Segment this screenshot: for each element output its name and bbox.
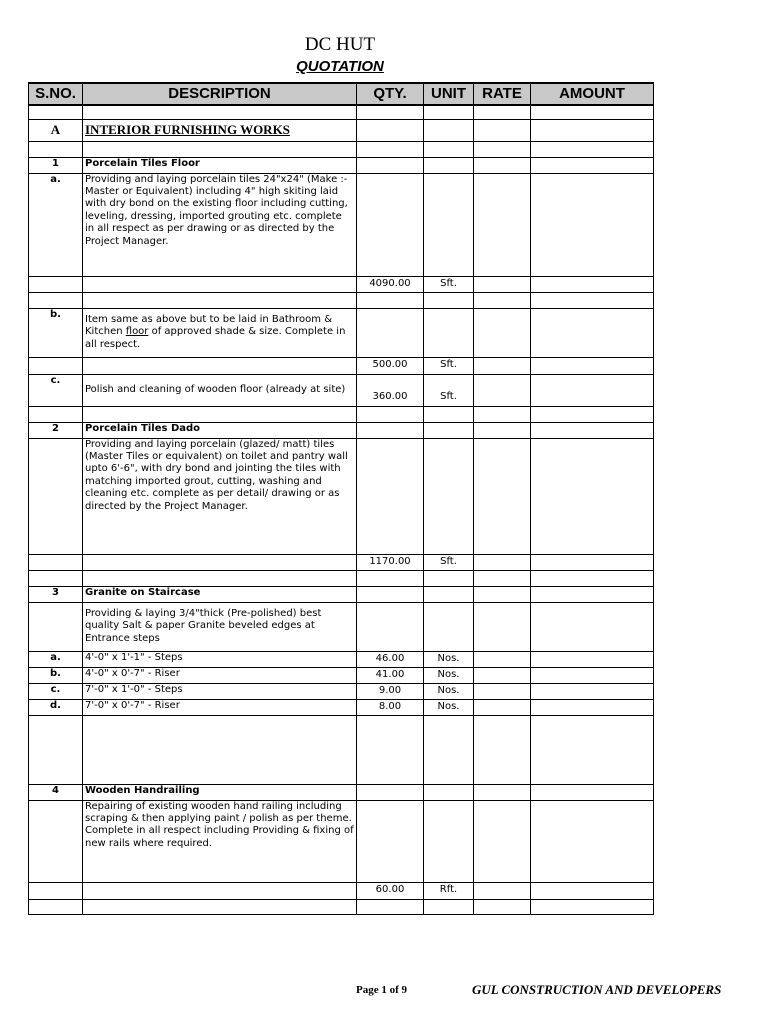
cell-amount [531,173,654,276]
cell-amount [531,422,654,438]
cell-sno: b. [29,308,83,357]
cell-sno [29,899,83,914]
cell-qty [357,715,424,784]
cell-sno: c. [29,683,83,699]
cell-sno: 1 [29,157,83,173]
cell-description: 4'-0" x 1'-1" - Steps [83,651,357,667]
cell-amount [531,899,654,914]
table-row [29,667,654,683]
cell-amount [531,882,654,899]
cell-sno: c. [29,374,83,406]
cell-unit [424,157,474,173]
cell-sno [29,554,83,570]
cell-sno: 3 [29,586,83,602]
cell-amount [531,699,654,715]
cell-qty [357,899,424,914]
cell-sno [29,438,83,554]
cell-unit [424,406,474,422]
table-row [29,586,654,602]
cell-rate [474,715,531,784]
table-row [29,882,654,899]
cell-unit: Sft. [424,374,474,406]
col-header-unit: UNIT [424,83,474,105]
col-header-sno: S.NO. [29,83,83,105]
cell-description: Providing and laying porcelain (glazed/ matt) tiles (Master Tiles or equivalent) on toilet and pantry wall upto 6'-6", with dry bond and jointing the tiles with matching imported grout, cutting, washing and cleaning etc. complete as per detail/ drawing or as directed by the Project Manager. [83,438,357,554]
cell-amount [531,276,654,292]
cell-description [83,715,357,784]
cell-unit: Nos. [424,683,474,699]
cell-unit [424,899,474,914]
cell-rate [474,882,531,899]
cell-rate [474,357,531,374]
table-row [29,276,654,292]
cell-sno: 2 [29,422,83,438]
table-row [29,105,654,119]
cell-unit [424,602,474,651]
cell-sno [29,406,83,422]
cell-description: Porcelain Tiles Floor [83,157,357,173]
table-row [29,699,654,715]
cell-qty: 60.00 [357,882,424,899]
cell-rate [474,105,531,119]
cell-qty: 41.00 [357,667,424,683]
desc-text: Item same as above but to be laid in Bathroom & Kitchen [85,313,332,338]
cell-amount [531,438,654,554]
cell-description [83,308,357,357]
cell-unit [424,586,474,602]
cell-sno [29,570,83,586]
cell-unit: Sft. [424,357,474,374]
cell-unit [424,570,474,586]
cell-amount [531,667,654,683]
cell-qty [357,570,424,586]
cell-description [83,899,357,914]
cell-qty: 9.00 [357,683,424,699]
cell-rate [474,173,531,276]
cell-qty [357,438,424,554]
cell-description: Repairing of existing wooden hand railing including scraping & then applying paint / polish as per theme. Complete in all respect including Providing & fixing of new rails where required. [83,800,357,882]
cell-unit: Nos. [424,667,474,683]
table-row [29,157,654,173]
cell-qty [357,308,424,357]
cell-description: 7'-0" x 0'-7" - Riser [83,699,357,715]
cell-rate [474,276,531,292]
cell-unit [424,784,474,800]
desc-text: of approved shade & size. Complete in all respect. [85,326,346,350]
company-name: GUL CONSTRUCTION AND DEVELOPERS [472,982,722,997]
col-header-description: DESCRIPTION [83,83,357,105]
cell-sno: A [29,119,83,141]
cell-sno [29,882,83,899]
table-row [29,438,654,554]
cell-description: Polish and cleaning of wooden floor (already at site) [83,374,357,406]
cell-sno [29,141,83,157]
cell-description: INTERIOR FURNISHING WORKS [83,119,357,141]
cell-sno [29,602,83,651]
cell-amount [531,105,654,119]
cell-rate [474,651,531,667]
cell-qty [357,292,424,308]
cell-unit [424,800,474,882]
cell-rate [474,438,531,554]
cell-qty [357,422,424,438]
cell-description [83,406,357,422]
cell-rate [474,800,531,882]
cell-description [83,554,357,570]
cell-sno [29,105,83,119]
cell-sno [29,800,83,882]
table-row [29,357,654,374]
cell-qty: 4090.00 [357,276,424,292]
cell-qty [357,406,424,422]
col-header-rate: RATE [474,83,531,105]
cell-rate [474,422,531,438]
cell-rate [474,667,531,683]
table-row [29,119,654,141]
cell-amount [531,308,654,357]
cell-description: Granite on Staircase [83,586,357,602]
cell-sno: d. [29,699,83,715]
cell-qty: 500.00 [357,357,424,374]
cell-qty [357,173,424,276]
cell-unit [424,141,474,157]
cell-unit [424,422,474,438]
cell-qty [357,141,424,157]
page-number: Page 1 of 9 [356,984,408,996]
cell-unit: Sft. [424,276,474,292]
cell-description: Providing and laying porcelain tiles 24"x24" (Make :- Master or Equivalent) including 4" high skiting laid with dry bond on the existing floor including cutting, leveling, dressing, imported grouting etc. complete in all respect as per drawing or as directed by the Project Manager. [83,173,357,276]
cell-amount [531,374,654,406]
table-row [29,784,654,800]
cell-description [83,570,357,586]
cell-description [83,882,357,899]
table-row [29,173,654,276]
cell-rate [474,374,531,406]
cell-amount [531,570,654,586]
cell-unit [424,119,474,141]
cell-unit: Sft. [424,554,474,570]
cell-description: Porcelain Tiles Dado [83,422,357,438]
cell-rate [474,784,531,800]
cell-unit: Rft. [424,882,474,899]
table-row [29,554,654,570]
cell-description: 7'-0" x 1'-0" - Steps [83,683,357,699]
cell-qty [357,586,424,602]
cell-amount [531,292,654,308]
cell-qty: 1170.00 [357,554,424,570]
cell-sno [29,357,83,374]
cell-qty [357,105,424,119]
cell-rate [474,554,531,570]
table-row [29,683,654,699]
cell-rate [474,699,531,715]
cell-amount [531,554,654,570]
cell-qty [357,157,424,173]
table-row [29,800,654,882]
cell-qty [357,784,424,800]
cell-description [83,292,357,308]
document-title: DC HUT [304,34,376,55]
cell-unit [424,173,474,276]
table-row [29,651,654,667]
cell-sno [29,276,83,292]
cell-description: Wooden Handrailing [83,784,357,800]
cell-amount [531,141,654,157]
cell-unit [424,292,474,308]
cell-amount [531,784,654,800]
cell-sno [29,715,83,784]
table-row [29,406,654,422]
cell-rate [474,683,531,699]
cell-qty: 360.00 [357,374,424,406]
cell-sno: 4 [29,784,83,800]
cell-amount [531,800,654,882]
cell-rate [474,570,531,586]
table-row [29,374,654,406]
cell-rate [474,602,531,651]
cell-amount [531,602,654,651]
cell-amount [531,406,654,422]
col-header-qty: QTY. [357,83,424,105]
cell-unit: Nos. [424,699,474,715]
cell-amount [531,586,654,602]
cell-sno [29,292,83,308]
cell-description [83,357,357,374]
cell-unit: Nos. [424,651,474,667]
cell-description: 4'-0" x 0'-7" - Riser [83,667,357,683]
cell-unit [424,308,474,357]
cell-qty: 46.00 [357,651,424,667]
cell-unit [424,438,474,554]
col-header-amount: AMOUNT [531,83,654,105]
desc-underlined-text: floor [125,326,149,338]
cell-rate [474,899,531,914]
cell-amount [531,157,654,173]
table-row [29,308,654,357]
table-row [29,570,654,586]
table-row [29,422,654,438]
cell-amount [531,715,654,784]
cell-description [83,141,357,157]
cell-qty [357,602,424,651]
document-subtitle: QUOTATION [296,58,384,75]
cell-sno: a. [29,651,83,667]
cell-unit [424,715,474,784]
cell-sno: a. [29,173,83,276]
cell-rate [474,586,531,602]
cell-qty: 8.00 [357,699,424,715]
cell-rate [474,119,531,141]
cell-sno: b. [29,667,83,683]
quotation-table [28,82,654,915]
table-row [29,899,654,914]
table-row [29,141,654,157]
cell-rate [474,308,531,357]
table-row [29,715,654,784]
cell-amount [531,119,654,141]
cell-amount [531,683,654,699]
cell-rate [474,141,531,157]
cell-qty [357,800,424,882]
cell-qty [357,119,424,141]
cell-description [83,276,357,292]
cell-rate [474,406,531,422]
cell-unit [424,105,474,119]
table-row [29,292,654,308]
cell-amount [531,651,654,667]
cell-rate [474,292,531,308]
table-row [29,602,654,651]
cell-description [83,105,357,119]
cell-rate [474,157,531,173]
cell-amount [531,357,654,374]
table-header-row [29,83,654,105]
cell-description: Providing & laying 3/4"thick (Pre-polished) best quality Salt & paper Granite beveled edges at Entrance steps [83,602,357,651]
